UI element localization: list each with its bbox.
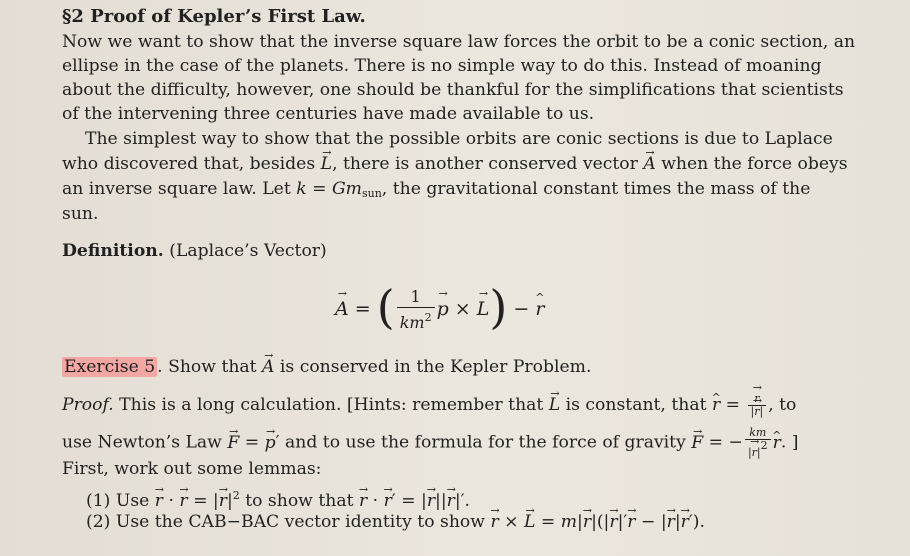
definition-heading <box>62 240 327 262</box>
paragraph-line: ellipse in the case of the planets. There is no simple way to do this. Instead of moaning <box>62 56 822 76</box>
definition-label: Definition. <box>62 241 164 261</box>
exercise-highlight: Exercise 5 <box>64 357 156 377</box>
laplace-vector-equation: → A = ( $\frac{1}{km^2}$ → p × → L) − ^ r <box>335 280 544 334</box>
exercise-line: Exercise 5 . Show that → A is conserved in the Kepler Problem. <box>62 356 591 378</box>
k-definition: k <box>296 179 307 199</box>
paragraph-line: an inverse square law. Let $k = Gm_{sun}$, the gravitational constant times the mass of the <box>62 179 811 200</box>
paragraph-line: sun. <box>62 204 99 224</box>
paragraph-line: of the intervening three centuries have made available to us. <box>62 104 595 124</box>
lemma-2: (2) Use the CAB−BAC vector identity to show → r × → L = m|→ r|(|→ r|′→ r − |→ r|→ r′). <box>86 511 705 533</box>
proof-line: First, work out some lemmas: <box>62 459 322 479</box>
paragraph-line: who discovered that, besides → L, there is another conserved vector → A when the force obeys <box>62 153 848 175</box>
paragraph-line: about the difficulty, however, one should be thankful for the simplifications that scientists <box>62 80 844 100</box>
proof-line: use Newton’s Law → F = → p′ and to use the formula for the force of gravity → F = − $\frac{km}{|\to r|2}$ ^ r. ] <box>62 427 799 459</box>
definition-text: (Laplace’s Vector) <box>169 241 327 261</box>
section-title: §2 Proof of Kepler’s First Law. <box>62 6 366 27</box>
proof-line: Proof. This is a long calculation. [Hints: remember that → L is constant, that ^ r = → $\frac{r}{|\to r|}$ , to <box>62 393 796 418</box>
paragraph-line: The simplest way to show that the possible orbits are conic sections is due to Laplace <box>85 129 833 149</box>
proof-label: Proof. <box>62 395 114 415</box>
lemma-1: (1) Use → r · → r = |→ $r|^2$ to show that → r · → r′ = |→ r||→ r|′. <box>86 485 470 512</box>
vector-L: → L <box>321 153 332 175</box>
vector-A: → A <box>643 153 655 175</box>
paragraph-line: Now we want to show that the inverse square law forces the orbit to be a conic section, an <box>62 32 856 52</box>
